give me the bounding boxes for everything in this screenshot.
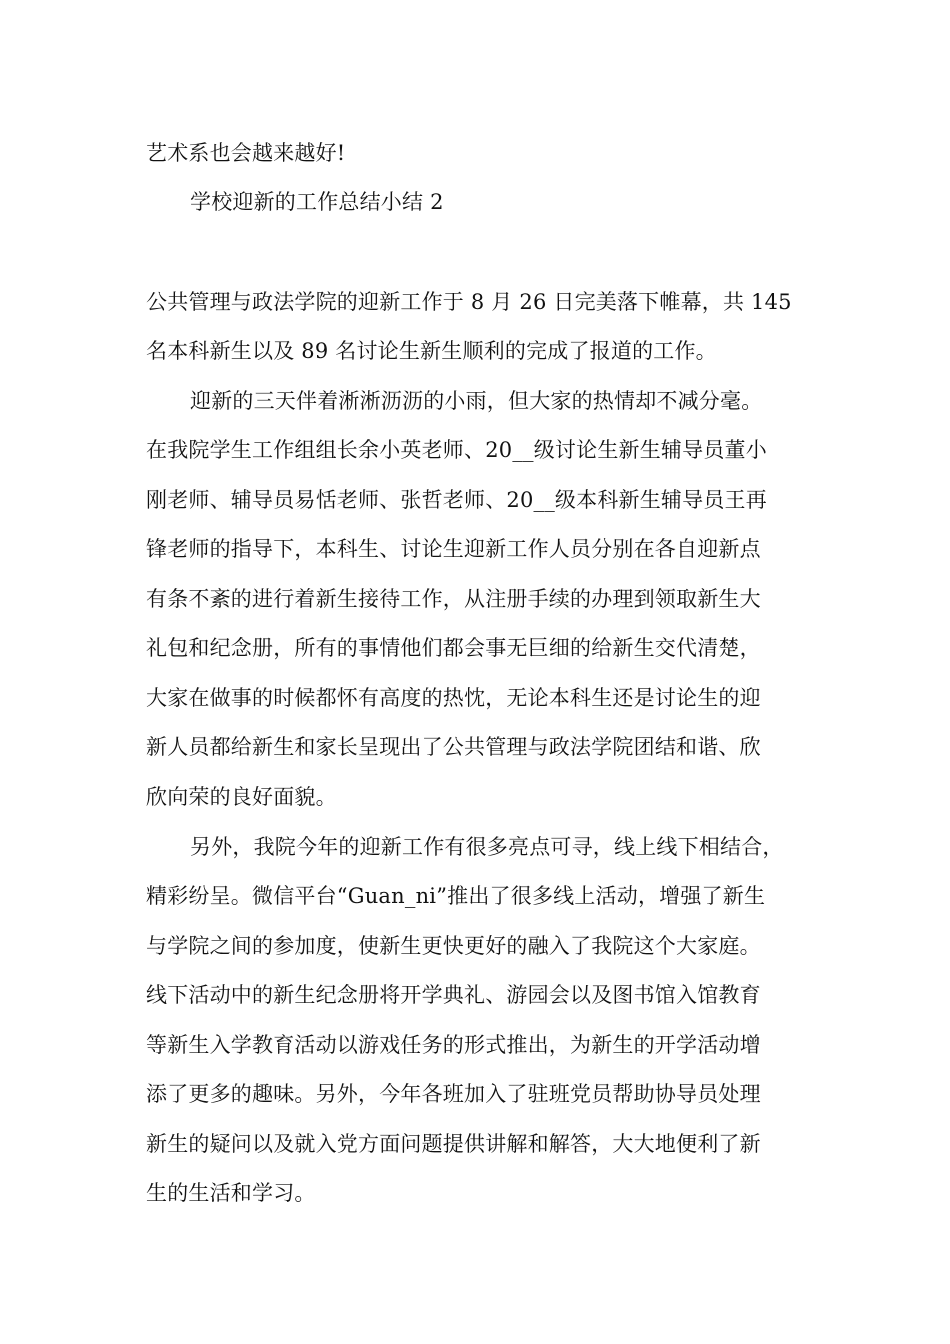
paragraph-line: 等新生入学教育活动以游戏任务的形式推出，为新生的开学活动增 [146, 1033, 761, 1057]
intro-line: 艺术系也会越来越好! [146, 141, 346, 165]
paragraph-line: 刚老师、辅导员易恬老师、张哲老师、20__级本科新生辅导员王再 [146, 488, 767, 512]
paragraph-line: 在我院学生工作组组长余小英老师、20__级讨论生新生辅导员董小 [146, 438, 767, 462]
paragraph-line: 欣向荣的良好面貌。 [146, 785, 337, 809]
paragraph-line: 新生的疑问以及就入党方面问题提供讲解和解答，大大地便利了新 [146, 1132, 761, 1156]
paragraph-line: 有条不紊的进行着新生接待工作，从注册手续的办理到领取新生大 [146, 587, 761, 611]
paragraph-line: 添了更多的趣味。另外，今年各班加入了驻班党员帮助协导员处理 [146, 1082, 761, 1106]
paragraph-line: 另外，我院今年的迎新工作有很多亮点可寻，线上线下相结合， [190, 835, 784, 859]
paragraph-line: 锋老师的指导下，本科生、讨论生迎新工作人员分别在各自迎新点 [146, 537, 761, 561]
paragraph-line: 礼包和纪念册，所有的事情他们都会事无巨细的给新生交代清楚， [146, 636, 761, 660]
paragraph-line: 生的生活和学习。 [146, 1181, 316, 1205]
paragraph-line: 与学院之间的参加度，使新生更快更好的融入了我院这个大家庭。 [146, 934, 761, 958]
paragraph-line: 大家在做事的时候都怀有高度的热忱，无论本科生还是讨论生的迎 [146, 686, 761, 710]
paragraph-line: 精彩纷呈。微信平台“Guan_ni”推出了很多线上活动，增强了新生 [146, 884, 766, 908]
paragraph-line: 新人员都给新生和家长呈现出了公共管理与政法学院团结和谐、欣 [146, 735, 761, 759]
paragraph-line: 线下活动中的新生纪念册将开学典礼、游园会以及图书馆入馆教育 [146, 983, 761, 1007]
paragraph-line: 迎新的三天伴着淅淅沥沥的小雨，但大家的热情却不减分毫。 [190, 389, 763, 413]
section-title: 学校迎新的工作总结小结 2 [190, 190, 444, 214]
paragraph-line: 名本科新生以及 89 名讨论生新生顺利的完成了报道的工作。 [146, 339, 717, 363]
paragraph-line: 公共管理与政法学院的迎新工作于 8 月 26 日完美落下帷幕，共 145 [146, 290, 792, 314]
